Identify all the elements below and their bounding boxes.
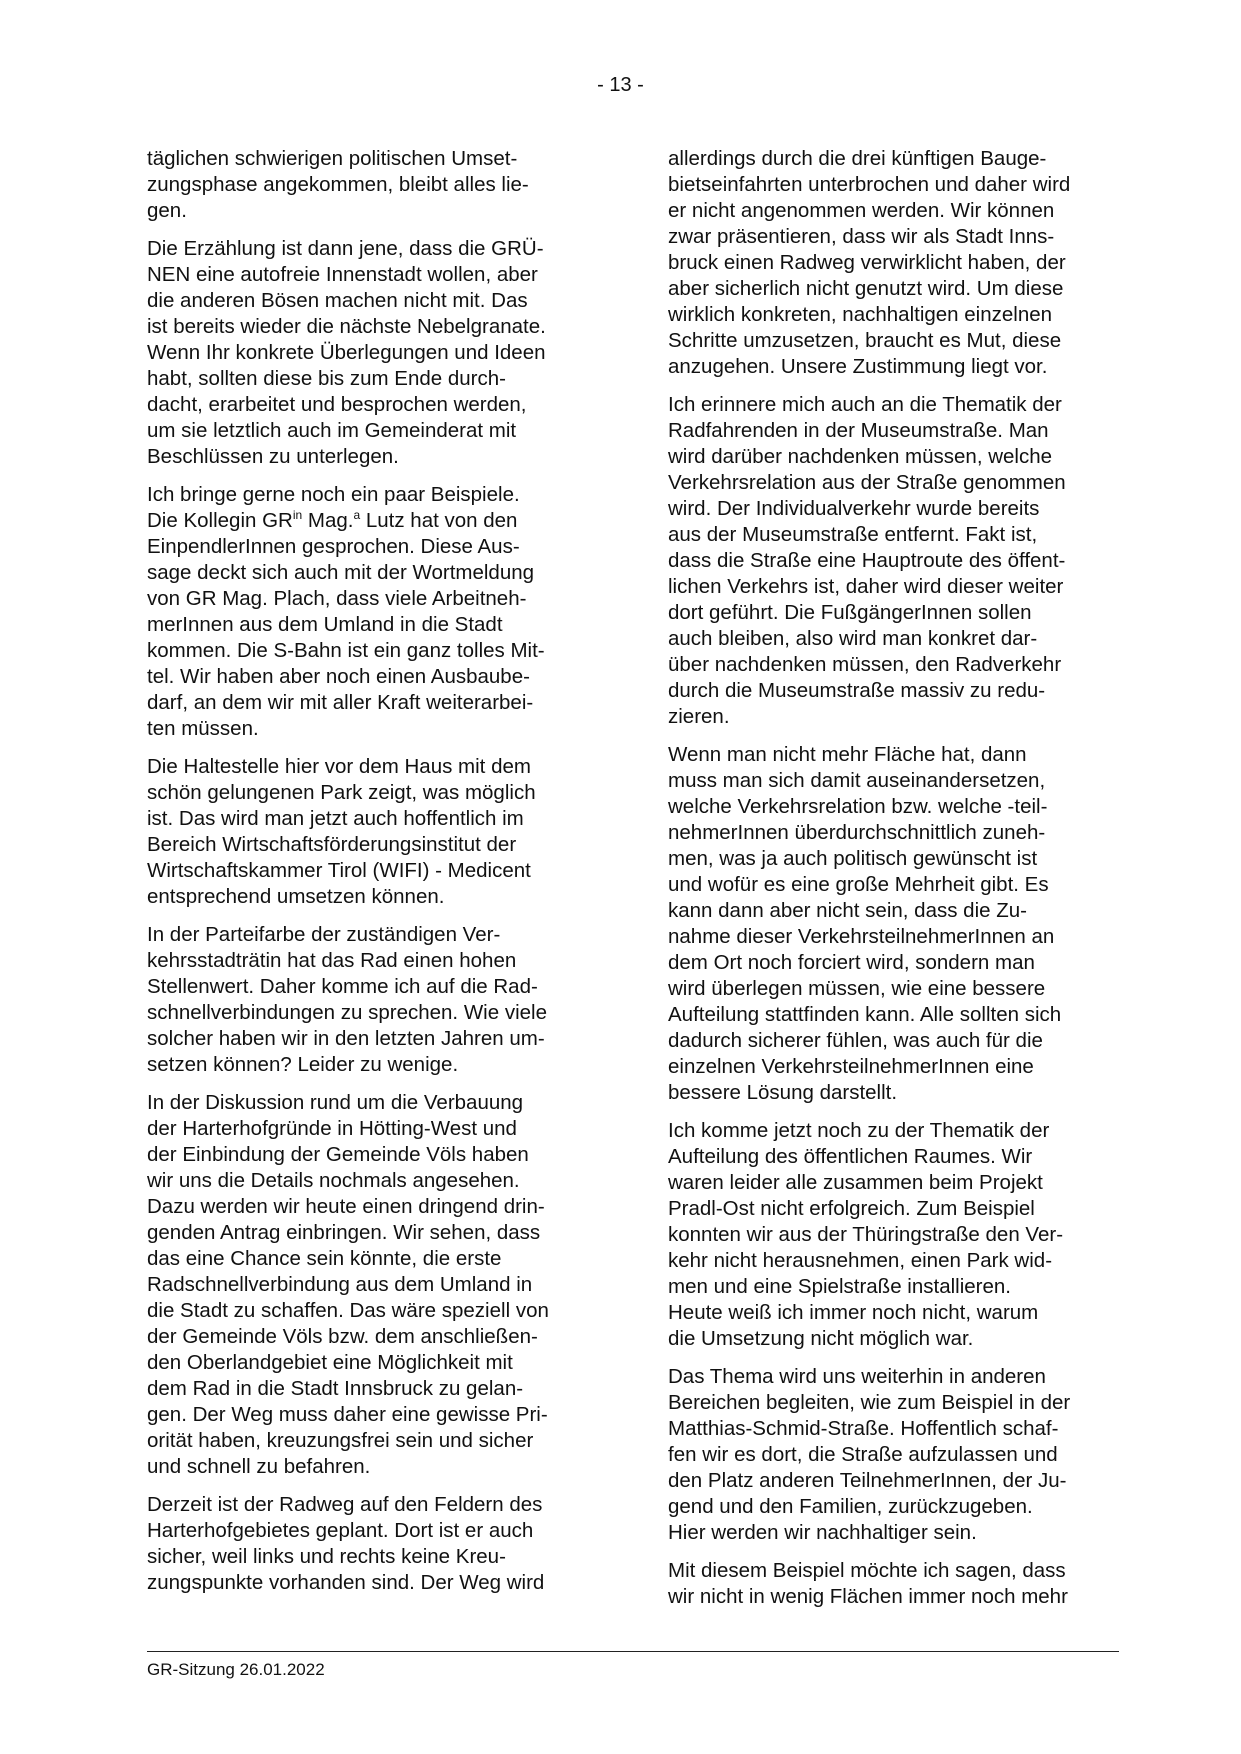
paragraph: In der Parteifarbe der zuständigen Ver- kehrsstadträtin hat das Rad einen hohen Stellenwert. Daher komme ich auf die Rad- schnellverbindungen zu sprechen. Wie viele solcher haben wir in den letzten Jahren um- setzen können? Leider zu wenige. (147, 923, 547, 1076)
line-with-superscripts: Die Kollegin $GR^{in}$ Mag.$^a$ Lutz hat von den (147, 508, 518, 532)
paragraph: Wenn man nicht mehr Fläche hat, dann muss man sich damit auseinandersetzen, welche Verkehrsrelation bzw. welche -teil- nehmerInnen überdurchschnittlich zuneh- men, was ja auch politisch gewünscht ist und wofür es eine große Mehrheit gibt. Es kann dann aber nicht sein, dass die Zu- nahme dieser VerkehrsteilnehmerInnen an dem Ort noch forciert wird, sondern man wird überlegen müssen, wie eine bessere Aufteilung stattfinden kann. Alle sollten sich dadurch sicherer fühlen, was auch für die einzelnen VerkehrsteilnehmerInnen eine bessere Lösung darstellt. (668, 743, 1062, 1104)
paragraph: In der Diskussion rund um die Verbauung der Harterhofgründe in Hötting-West und der Einbindung der Gemeinde Völs haben wir uns die Details nochmals angesehen. Dazu werden wir heute einen dringend drin- genden Antrag einbringen. Wir sehen, dass das eine Chance sein könnte, die erste Radschnellverbindung aus dem Umland in die Stadt zu schaffen. Das wäre speziell von der Gemeinde Völs bzw. dem anschließen- den Oberlandgebiet eine Möglichkeit mit dem Rad in die Stadt Innsbruck zu gelan- gen. Der Weg muss daher eine gewisse Pri- orität haben, kreuzungsfrei sein und sicher und schnell zu befahren. (147, 1091, 549, 1478)
footer-divider (147, 1651, 1119, 1652)
paragraph: Ich erinnere mich auch an die Thematik der Radfahrenden in der Museumstraße. Man wird darüber nachdenken müssen, welche Verkehrsrelation aus der Straße genommen wird. Der Individualverkehr wurde bereits aus der Museumstraße entfernt. Fakt ist, dass die Straße eine Hauptroute des öffent- lichen Verkehrs ist, daher wird dieser weiter dort geführt. Die FußgängerInnen sollen auch bleiben, also wird man konkret dar- über nachdenken müssen, den Radverkehr durch die Museumstraße massiv zu redu- zieren. (668, 393, 1066, 728)
paragraph: täglichen schwierigen politischen Umset- zungsphase angekommen, bleibt alles lie- gen. (147, 147, 529, 222)
paragraph: Mit diesem Beispiel möchte ich sagen, dass wir nicht in wenig Flächen immer noch mehr (668, 1559, 1068, 1608)
paragraph: Das Thema wird uns weiterhin in anderen Bereichen begleiten, wie zum Beispiel in der Matthias-Schmid-Straße. Hoffentlich schaf- fen wir es dort, die Straße aufzulassen und den Platz anderen TeilnehmerInnen, der Ju- gend und den Familien, zurückzugeben. Hier werden wir nachhaltiger sein. (668, 1365, 1071, 1544)
page-number: - 13 - (597, 74, 644, 96)
left-column (147, 146, 602, 1608)
paragraph: Ich komme jetzt noch zu der Thematik der Aufteilung des öffentlichen Raumes. Wir waren leider alle zusammen beim Projekt Pradl-Ost nicht erfolgreich. Zum Beispiel konnten wir aus der Thüringstraße den Ver- kehr nicht herausnehmen, einen Park wid- men und eine Spielstraße installieren. Heute weiß ich immer noch nicht, warum die Umsetzung nicht möglich war. (668, 1119, 1064, 1350)
paragraph: Die Haltestelle hier vor dem Haus mit dem schön gelungenen Park zeigt, was möglich ist. Das wird man jetzt auch hoffentlich im Bereich Wirtschaftsförderungsinstitut der Wirtschaftskammer Tirol (WIFI) - Medicent entsprechend umsetzen können. (147, 755, 536, 908)
paragraph: Die Erzählung ist dann jene, dass die GRÜ- NEN eine autofreie Innenstadt wollen, aber die anderen Bösen machen nicht mit. Das ist bereits wieder die nächste Nebelgranate. Wenn Ihr konkrete Überlegungen und Ideen habt, sollten diese bis zum Ende durch- dacht, erarbeitet und besprochen werden, um sie letztlich auch im Gemeinderat mit Beschlüssen zu unterlegen. (147, 237, 546, 468)
footer-session-date: GR-Sitzung 26.01.2022 (147, 1660, 325, 1679)
paragraph: Ich bringe gerne noch ein paar Beispiele. Die Kollegin $GR^{in}$ Mag.$^a$ Lutz hat von den EinpendlerInnen gesprochen. Diese Aus- sage deckt sich auch mit der Wortmeldung von GR Mag. Plach, dass viele Arbeitneh- merInnen aus dem Umland in die Stadt kommen. Die S-Bahn ist ein ganz tolles Mit- tel. Wir haben aber noch einen Ausbaube- darf, an dem wir mit aller Kraft weiterarbei- ten müssen. (147, 482, 602, 742)
right-column (668, 146, 1123, 1622)
paragraph: Derzeit ist der Radweg auf den Feldern des Harterhofgebietes geplant. Dort ist er auch sicher, weil links und rechts keine Kreu- zungspunkte vorhanden sind. Der Weg wird (147, 1493, 545, 1594)
paragraph: allerdings durch die drei künftigen Bauge- bietseinfahrten unterbrochen und daher wird er nicht angenommen werden. Wir können zwar präsentieren, dass wir als Stadt Inns- bruck einen Radweg verwirklicht haben, der aber sicherlich nicht genutzt wird. Um diese wirklich konkreten, nachhaltigen einzelnen Schritte umzusetzen, braucht es Mut, diese anzugehen. Unsere Zustimmung liegt vor. (668, 147, 1071, 378)
